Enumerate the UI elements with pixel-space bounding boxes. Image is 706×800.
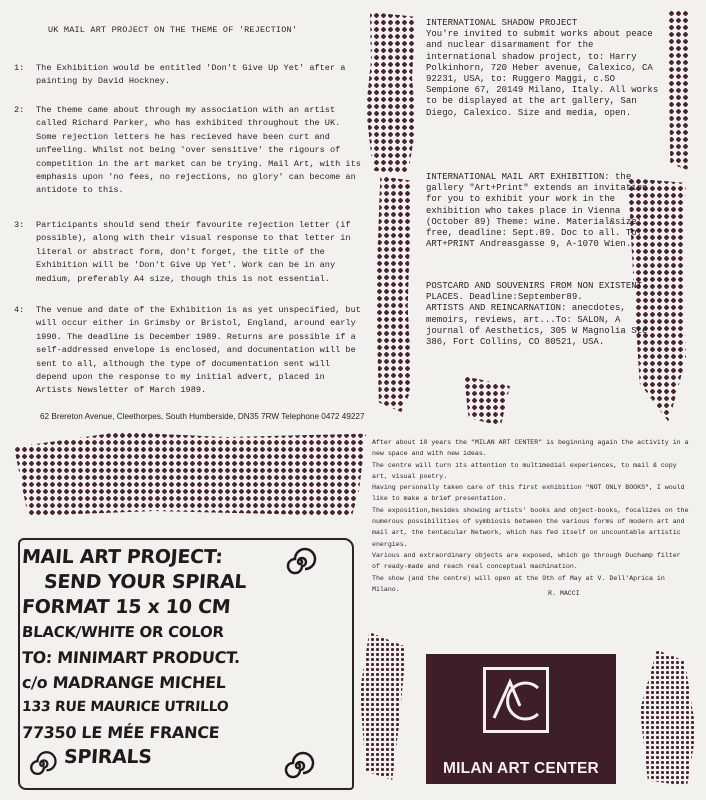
halftone-band: [14, 432, 366, 516]
milan-paragraph: The exposition,besides showing artists' books and object-books, focalizes on the numerous possibilities of symbiosis between the various forms of modern art and mail art, the tentacular Network, which has fed itself on uncountable artistic energies.: [372, 506, 689, 548]
uk-item-1: [14, 62, 366, 89]
uk-item-4: [14, 304, 366, 398]
milan-paragraph: After about 10 years the "MILAN ART CENTER" is beginning again the activity in a new space and with new ideas.: [372, 439, 689, 458]
milan-paragraph: Having personally taken care of this first exhibition "NOT ONLY BOOKS", I would like to make a brief presentation.: [372, 484, 685, 503]
handwritten-line: c/o MADRANGE MICHEL: [21, 673, 227, 692]
milan-paragraph: Various and extraordinary objects are exposed, which go through Duchamp filter of ready-made and reach real conceptual machination.: [372, 551, 681, 571]
halftone-strip-right: [668, 10, 690, 170]
spiral-icon: [278, 748, 318, 782]
halftone-strip-mid: [376, 176, 412, 412]
handwritten-line: SEND YOUR SPIRAL: [43, 571, 247, 593]
postcards-text: POSTCARD AND SOUVENIRS FROM NON EXISTENT PLACES. Deadline:September89. ARTISTS AND REINCARNATION: anecdotes, memoirs, reviews, art...To: SALON, A journal of Aesthetics, 305 W Magnolia Ste 386, Fort Collins, CO 80521, USA.: [426, 281, 648, 348]
handwritten-line: BLACK/WHITE OR COLOR: [21, 623, 225, 641]
milan-signature: R. MACCI: [548, 590, 580, 597]
handwritten-line: SPIRALS: [63, 746, 153, 768]
handwritten-line: FORMAT 15 x 10 CM: [21, 596, 232, 618]
handwritten-line: MAIL ART PROJECT:: [21, 546, 224, 568]
milan-logo-icon: [483, 667, 549, 733]
uk-item-number: 2:: [14, 105, 25, 115]
uk-project-footer: 62 Brereton Avenue, Cleethorpes, South Humberside, DN35 7RW Telephone 0472 49227: [40, 412, 365, 421]
milan-logo-caption: MILAN ART CENTER: [443, 760, 599, 777]
uk-item-number: 4:: [14, 305, 25, 315]
uk-item-text: Participants should send their favourite rejection letter (if possible), along with their visual response to that letter in literal or abstract form, don't forget, the title of the Exhibition will be 'Don't Give Up Yet'. Work can be in any medium, preferably A4 size, though this is not essential.: [36, 220, 351, 284]
uk-item-number: 1:: [14, 63, 25, 73]
vienna-exhibition-text: INTERNATIONAL MAIL ART EXHIBITION: the gallery "Art+Print" extends an invitation for you to exhibit your work in the exhibition who takes place in Vienna (October 89) Theme: wine. Material&size: free, deadline: Sept.89. Doc to all. To: ART+PRINT Andreasgasse 9, A-1070 Wien.: [426, 172, 648, 250]
milan-paragraph: The centre will turn its attention to multimedial experiences, to mail & copy art, visual poetry.: [372, 461, 677, 480]
spiral-icon: [24, 746, 60, 782]
uk-item-3: [14, 219, 366, 286]
shadow-project-text: INTERNATIONAL SHADOW PROJECT You're invited to submit works about peace and nuclear disarmament for the international shadow project, to: Harry Polkinhorn, 720 Heber avenue, Calexico, CA 92231, USA, to: Ruggero Maggi, c.SO Sempione 67, 20149 Milano, Italy. All works to be displayed at the art gallery, San Diego, Calexico. Size and media, open.: [426, 18, 659, 118]
uk-item-text: The Exhibition would be entitled 'Don't Give Up Yet' after a painting by David Hockney.: [36, 63, 346, 87]
uk-item-text: The theme came about through my association with an artist called Richard Parker, who has exhibited throughout the UK. Some rejection letters he has recieved have been curt and unfeeling. Whilst not being 'over sensitive' the rigours of competition in the art market can be trying. Mail Art, with its emphasis upon 'no fees, no rejections, no glory' can become an antidote to this.: [36, 105, 361, 196]
spiral-icon: [280, 542, 320, 582]
handwritten-line: 77350 LE MÉE FRANCE: [21, 723, 220, 742]
halftone-strip-top: [366, 12, 416, 174]
milan-announcement: [372, 437, 692, 595]
handwritten-line: 133 RUE MAURICE UTRILLO: [21, 699, 229, 715]
halftone-small-left: [360, 632, 406, 780]
halftone-small-right: [640, 650, 696, 786]
uk-project-title: UK MAIL ART PROJECT ON THE THEME OF 'REJECTION': [48, 25, 298, 35]
uk-item-2: [14, 104, 366, 198]
handwritten-line: TO: MINIMART PRODUCT.: [21, 648, 241, 667]
uk-item-number: 3:: [14, 220, 25, 230]
uk-item-text: The venue and date of the Exhibition is as yet unspecified, but will occur either in Grimsby or Bristol, England, around early 1990. The deadline is December 1989. Returns are possible if a self-addressed envelope is enclosed, and documentation will be sent to all, although the type of documentation sent will depend upon the response to my initial advert, placed in Artists Newsletter of March 1989.: [36, 305, 361, 396]
milan-paragraph: The show (and the centre) will open at the 9th of May at V. Dell'Aprica in Milano.: [372, 574, 665, 593]
halftone-fragment: [464, 376, 510, 426]
